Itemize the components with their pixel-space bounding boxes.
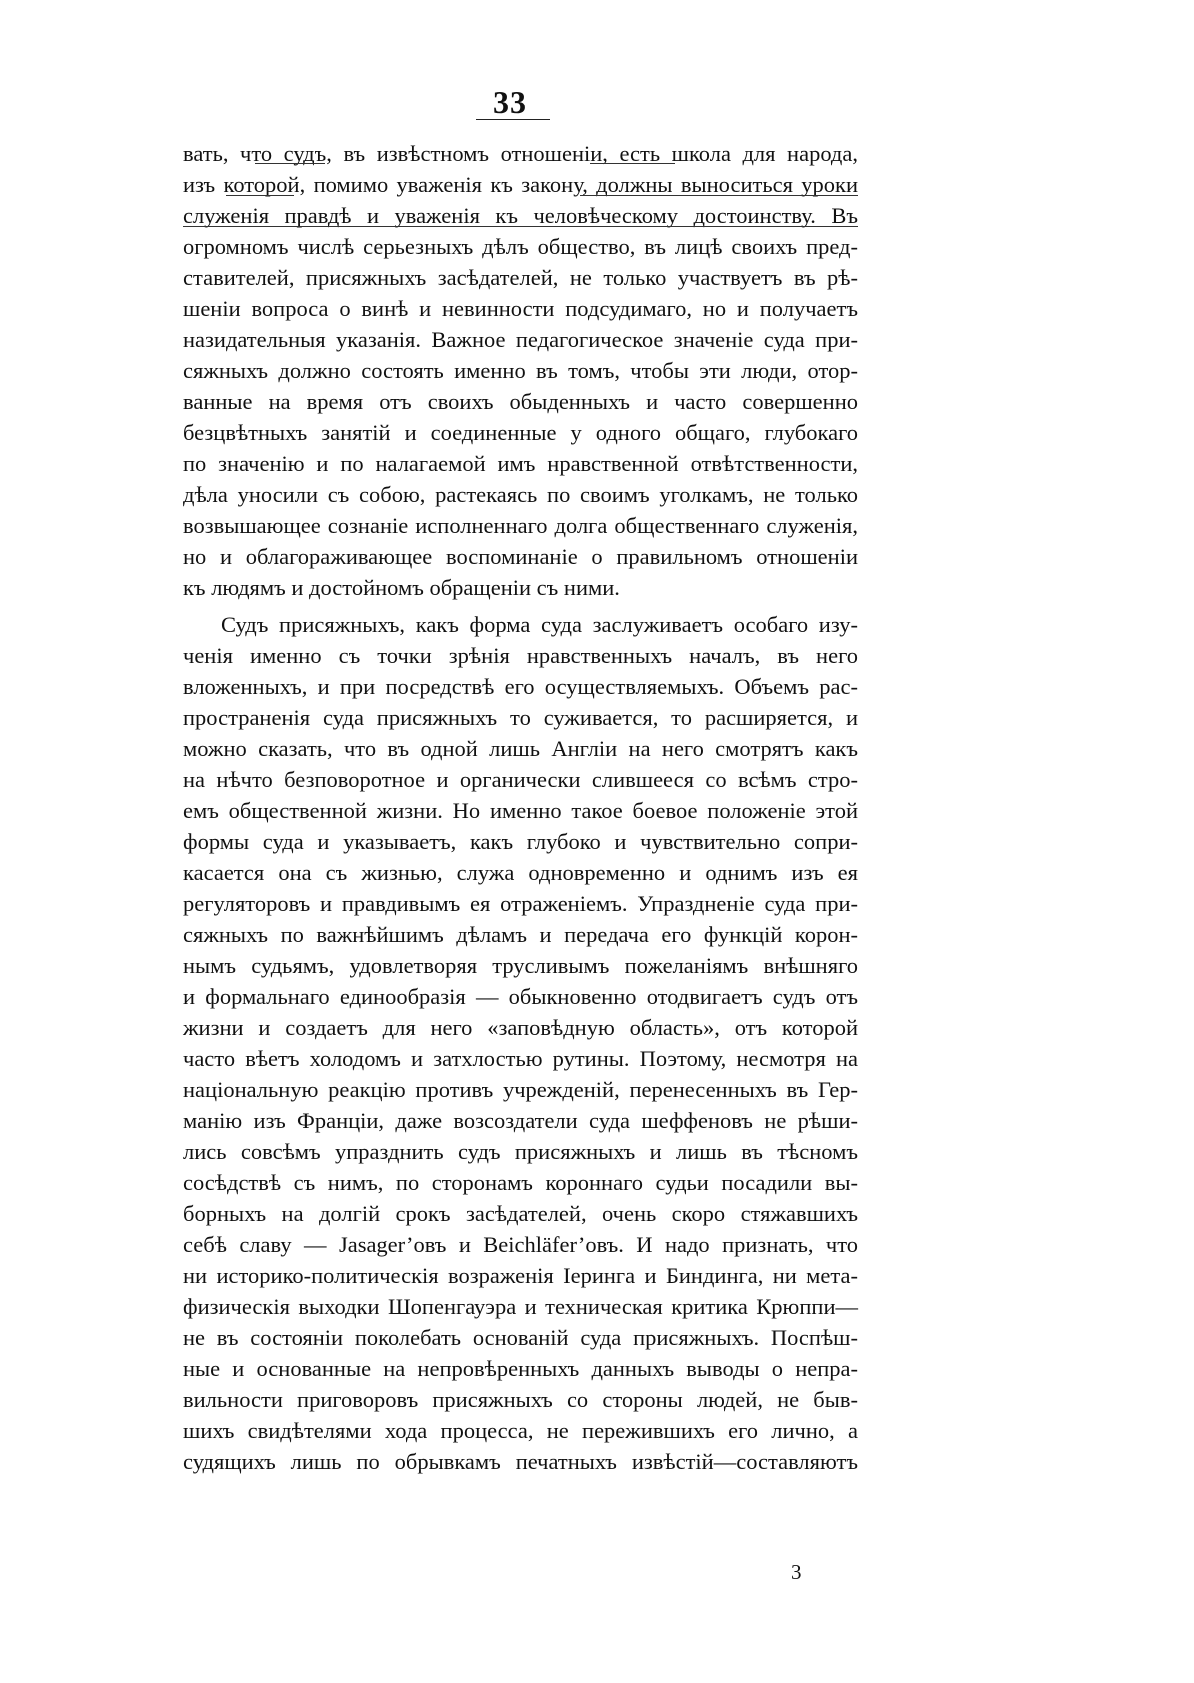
page-number-rule	[476, 119, 550, 120]
text-line: Судъ присяжныхъ, какъ форма суда заслуживаетъ особаго изу-	[221, 612, 858, 637]
text-line: сяжныхъ по важнѣйшимъ дѣламъ и передача его функцій корон-	[183, 922, 858, 947]
text-line: шихъ свидѣтелями хода процесса, не пережившихъ его лично, а	[183, 1418, 858, 1443]
text-line: вильности приговоровъ присяжныхъ со стороны людей, не быв-	[183, 1387, 858, 1412]
text-line: по значенію и по налагаемой имъ нравственной отвѣтственности,	[183, 451, 858, 476]
text-line: ставителей, присяжныхъ засѣдателей, не только участвуетъ въ рѣ-	[183, 265, 858, 290]
text-line: ные и основанные на непровѣренныхъ данныхъ выводы о непра-	[183, 1356, 858, 1381]
text-line: судящихъ лишь по обрывкамъ печатныхъ извѣстій—составляютъ	[183, 1449, 858, 1474]
text-line: вложенныхъ, и при посредствѣ его осуществляемыхъ. Объемъ рас-	[183, 674, 858, 699]
text-line: себѣ славу — Jasager’овъ и Beichläfer’овъ. И надо признать, что	[183, 1232, 858, 1257]
text-line: возвышающее сознаніе исполненнаго долга общественнаго служенія,	[183, 513, 858, 538]
pencil-underline-mark	[183, 226, 858, 227]
text-line: шеніи вопроса о винѣ и невинности подсудимаго, но и получаетъ	[183, 296, 858, 321]
text-line: національную реакцію противъ учрежденій, перенесенныхъ въ Гер-	[183, 1077, 858, 1102]
text-line: сяжныхъ должно состоять именно въ томъ, чтобы эти люди, отор-	[183, 358, 858, 383]
text-line: къ людямъ и достойномъ обращеніи съ ними.	[183, 575, 620, 600]
text-line: манію изъ Франціи, даже возсоздатели суда шеффеновъ не рѣши-	[183, 1108, 858, 1133]
text-line: можно сказать, что въ одной лишь Англіи на него смотрятъ какъ	[183, 736, 858, 761]
text-line: жизни и создаетъ для него «заповѣдную область», отъ которой	[183, 1015, 858, 1040]
paragraph	[183, 609, 858, 1477]
text-line: ванные на время отъ своихъ обыденныхъ и часто совершенно	[183, 389, 858, 414]
text-line: назидательныя указанія. Важное педагогическое значеніе суда при-	[183, 327, 858, 352]
text-line: ни историко-политическія возраженія Іеринга и Биндинга, ни мета-	[183, 1263, 858, 1288]
text-line: касается она съ жизнью, служа одновременно и однимъ изъ ея	[183, 860, 858, 885]
text-line: ченія именно съ точки зрѣнія нравственныхъ началъ, въ него	[183, 643, 858, 668]
text-line: служенія правдѣ и уваженія къ человѣческому достоинству. Въ	[183, 203, 858, 228]
pencil-underline-mark	[590, 163, 675, 164]
text-line: физическія выходки Шопенгауэра и техническая критика Крюппи—	[183, 1294, 858, 1319]
pencil-underline-mark	[580, 195, 858, 196]
text-line: пространенія суда присяжныхъ то суживается, то расширяется, и	[183, 705, 858, 730]
text-line: регуляторовъ и правдивымъ ея отраженіемъ. Упраздненіе суда при-	[183, 891, 858, 916]
text-line: формы суда и указываетъ, какъ глубоко и чувствительно сопри-	[183, 829, 858, 854]
text-line: вать, что судъ, въ извѣстномъ отношеніи, есть школа для народа,	[183, 141, 858, 166]
pencil-underline-mark	[226, 195, 294, 196]
text-line: на нѣчто безповоротное и органически слившееся со всѣмъ стро-	[183, 767, 858, 792]
body-text	[183, 138, 858, 1477]
text-line: дѣла уносили съ собою, растекаясь по своимъ уголкамъ, не только	[183, 482, 858, 507]
printer-signature-mark: 3	[791, 1560, 802, 1584]
text-line: часто вѣетъ холодомъ и затхлостью рутины. Поэтому, несмотря на	[183, 1046, 858, 1071]
text-line: лись совсѣмъ упразднить судъ присяжныхъ и лишь въ тѣсномъ	[183, 1139, 858, 1164]
paragraph	[183, 138, 858, 603]
text-line: изъ которой, помимо уваженія къ закону, должны выноситься уроки	[183, 172, 858, 197]
text-line: борныхъ на долгій срокъ засѣдателей, очень скоро стяжавшихъ	[183, 1201, 858, 1226]
text-line: сосѣдствѣ съ нимъ, по сторонамъ короннаго судьи посадили вы-	[183, 1170, 858, 1195]
text-line: нымъ судьямъ, удовлетворяя трусливымъ пожеланіямъ внѣшняго	[183, 953, 858, 978]
text-line: но и облагораживающее воспоминаніе о правильномъ отношеніи	[183, 544, 858, 569]
text-line: огромномъ числѣ серьезныхъ дѣлъ общество, въ лицѣ своихъ пред-	[183, 234, 858, 259]
text-line: не въ состояніи поколебать основаній суда присяжныхъ. Поспѣш-	[183, 1325, 858, 1350]
pencil-underline-mark	[255, 163, 325, 164]
page-number: 33	[493, 84, 527, 120]
text-line: и формальнаго единообразія — обыкновенно отодвигаетъ судъ отъ	[183, 984, 858, 1009]
text-line: безцвѣтныхъ занятій и соединенные у одного общаго, глубокаго	[183, 420, 858, 445]
text-line: емъ общественной жизни. Но именно такое боевое положеніе этой	[183, 798, 858, 823]
